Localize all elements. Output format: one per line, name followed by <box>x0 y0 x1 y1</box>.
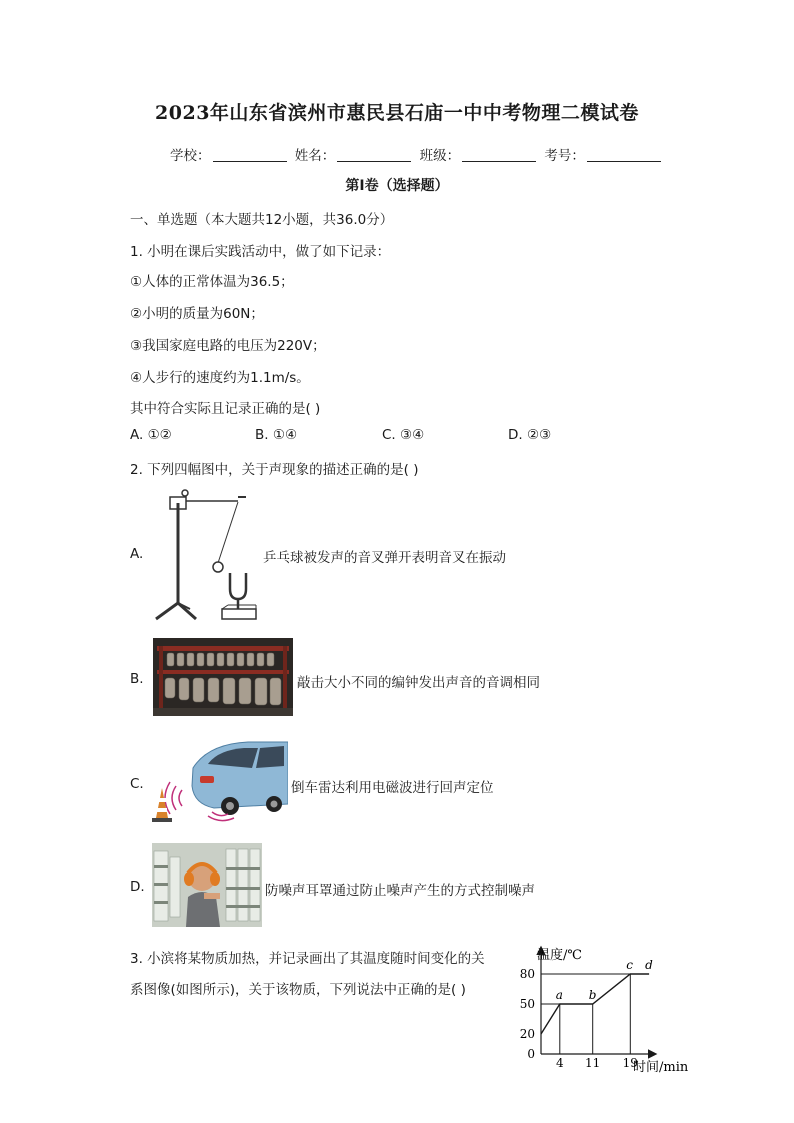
name-blank[interactable] <box>337 147 411 162</box>
reversing-car-photo <box>148 738 288 824</box>
q1-item: ①人体的正常体温为36.5； <box>130 274 294 290</box>
q1-item: ③我国家庭电路的电压为220V； <box>130 338 326 354</box>
q1-option-c[interactable]: C. ③④ <box>382 427 425 443</box>
page-title: 2023年山东省滨州市惠民县石庙一中中考物理二模试卷 <box>155 102 639 124</box>
point-label: d <box>645 958 653 972</box>
q1-option-b[interactable]: B. ①④ <box>255 427 298 443</box>
q1-question: 其中符合实际且记录正确的是( ) <box>130 401 321 417</box>
x-tick-label: 4 <box>555 1056 564 1070</box>
q2-option-d-letter[interactable]: D. <box>130 879 145 895</box>
q2-option-a-text: 乒乓球被发声的音叉弹开表明音叉在振动 <box>263 550 506 566</box>
section-title: 第I卷（选择题） <box>345 178 449 194</box>
ear-protection-photo <box>152 843 262 927</box>
point-label: b <box>588 988 597 1002</box>
q3-line-2: 系图像(如图所示)，关于该物质，下列说法中正确的是( ) <box>130 982 466 998</box>
point-label: c <box>626 958 634 972</box>
class-blank[interactable] <box>462 147 536 162</box>
x-axis-label: 时间/min <box>633 1060 689 1075</box>
q2-option-c-text: 倒车雷达利用电磁波进行回声定位 <box>291 780 494 796</box>
tuning-fork-illustration <box>150 485 260 625</box>
x-tick-label: 19 <box>622 1056 638 1070</box>
part-heading: 一、单选题（本大题共12小题，共36.0分） <box>130 212 394 228</box>
y-tick-label: 80 <box>519 967 535 981</box>
y-tick-label: 20 <box>519 1027 535 1041</box>
x-tick-label: 11 <box>585 1056 601 1070</box>
student-info-row <box>170 144 665 164</box>
class-label: 班级： <box>419 148 461 164</box>
y-tick-label: 0 <box>527 1047 535 1061</box>
exam-no-label: 考号： <box>544 148 585 164</box>
y-axis-label: 温度/℃ <box>537 948 582 963</box>
q2-option-a-letter[interactable]: A. <box>130 546 144 562</box>
y-tick-label: 50 <box>519 997 535 1011</box>
school-label: 学校： <box>170 148 211 164</box>
school-blank[interactable] <box>213 147 287 162</box>
q2-option-c-letter[interactable]: C. <box>130 776 144 792</box>
q1-item: ②小明的质量为60N； <box>130 306 264 322</box>
q2-stem: 2. 下列四幅图中，关于声现象的描述正确的是( ) <box>130 462 419 478</box>
q1-option-d[interactable]: D. ②③ <box>508 427 552 443</box>
name-label: 姓名： <box>294 148 336 164</box>
temperature-time-chart <box>505 940 700 1080</box>
q1-stem: 1. 小明在课后实践活动中，做了如下记录： <box>130 244 391 260</box>
q1-option-a[interactable]: A. ①② <box>130 427 172 443</box>
q3-line-1: 3. 小滨将某物质加热，并记录画出了其温度随时间变化的关 <box>130 951 485 967</box>
q2-option-b-letter[interactable]: B. <box>130 671 144 687</box>
q2-option-d-text: 防噪声耳罩通过防止噪声产生的方式控制噪声 <box>265 883 535 899</box>
exam-no-blank[interactable] <box>587 147 661 162</box>
chime-bells-photo <box>153 638 293 716</box>
point-label: a <box>555 988 563 1002</box>
q1-item: ④人步行的速度约为1.1m/s。 <box>130 370 310 386</box>
q2-option-b-text: 敲击大小不同的编钟发出声音的音调相同 <box>297 675 540 691</box>
